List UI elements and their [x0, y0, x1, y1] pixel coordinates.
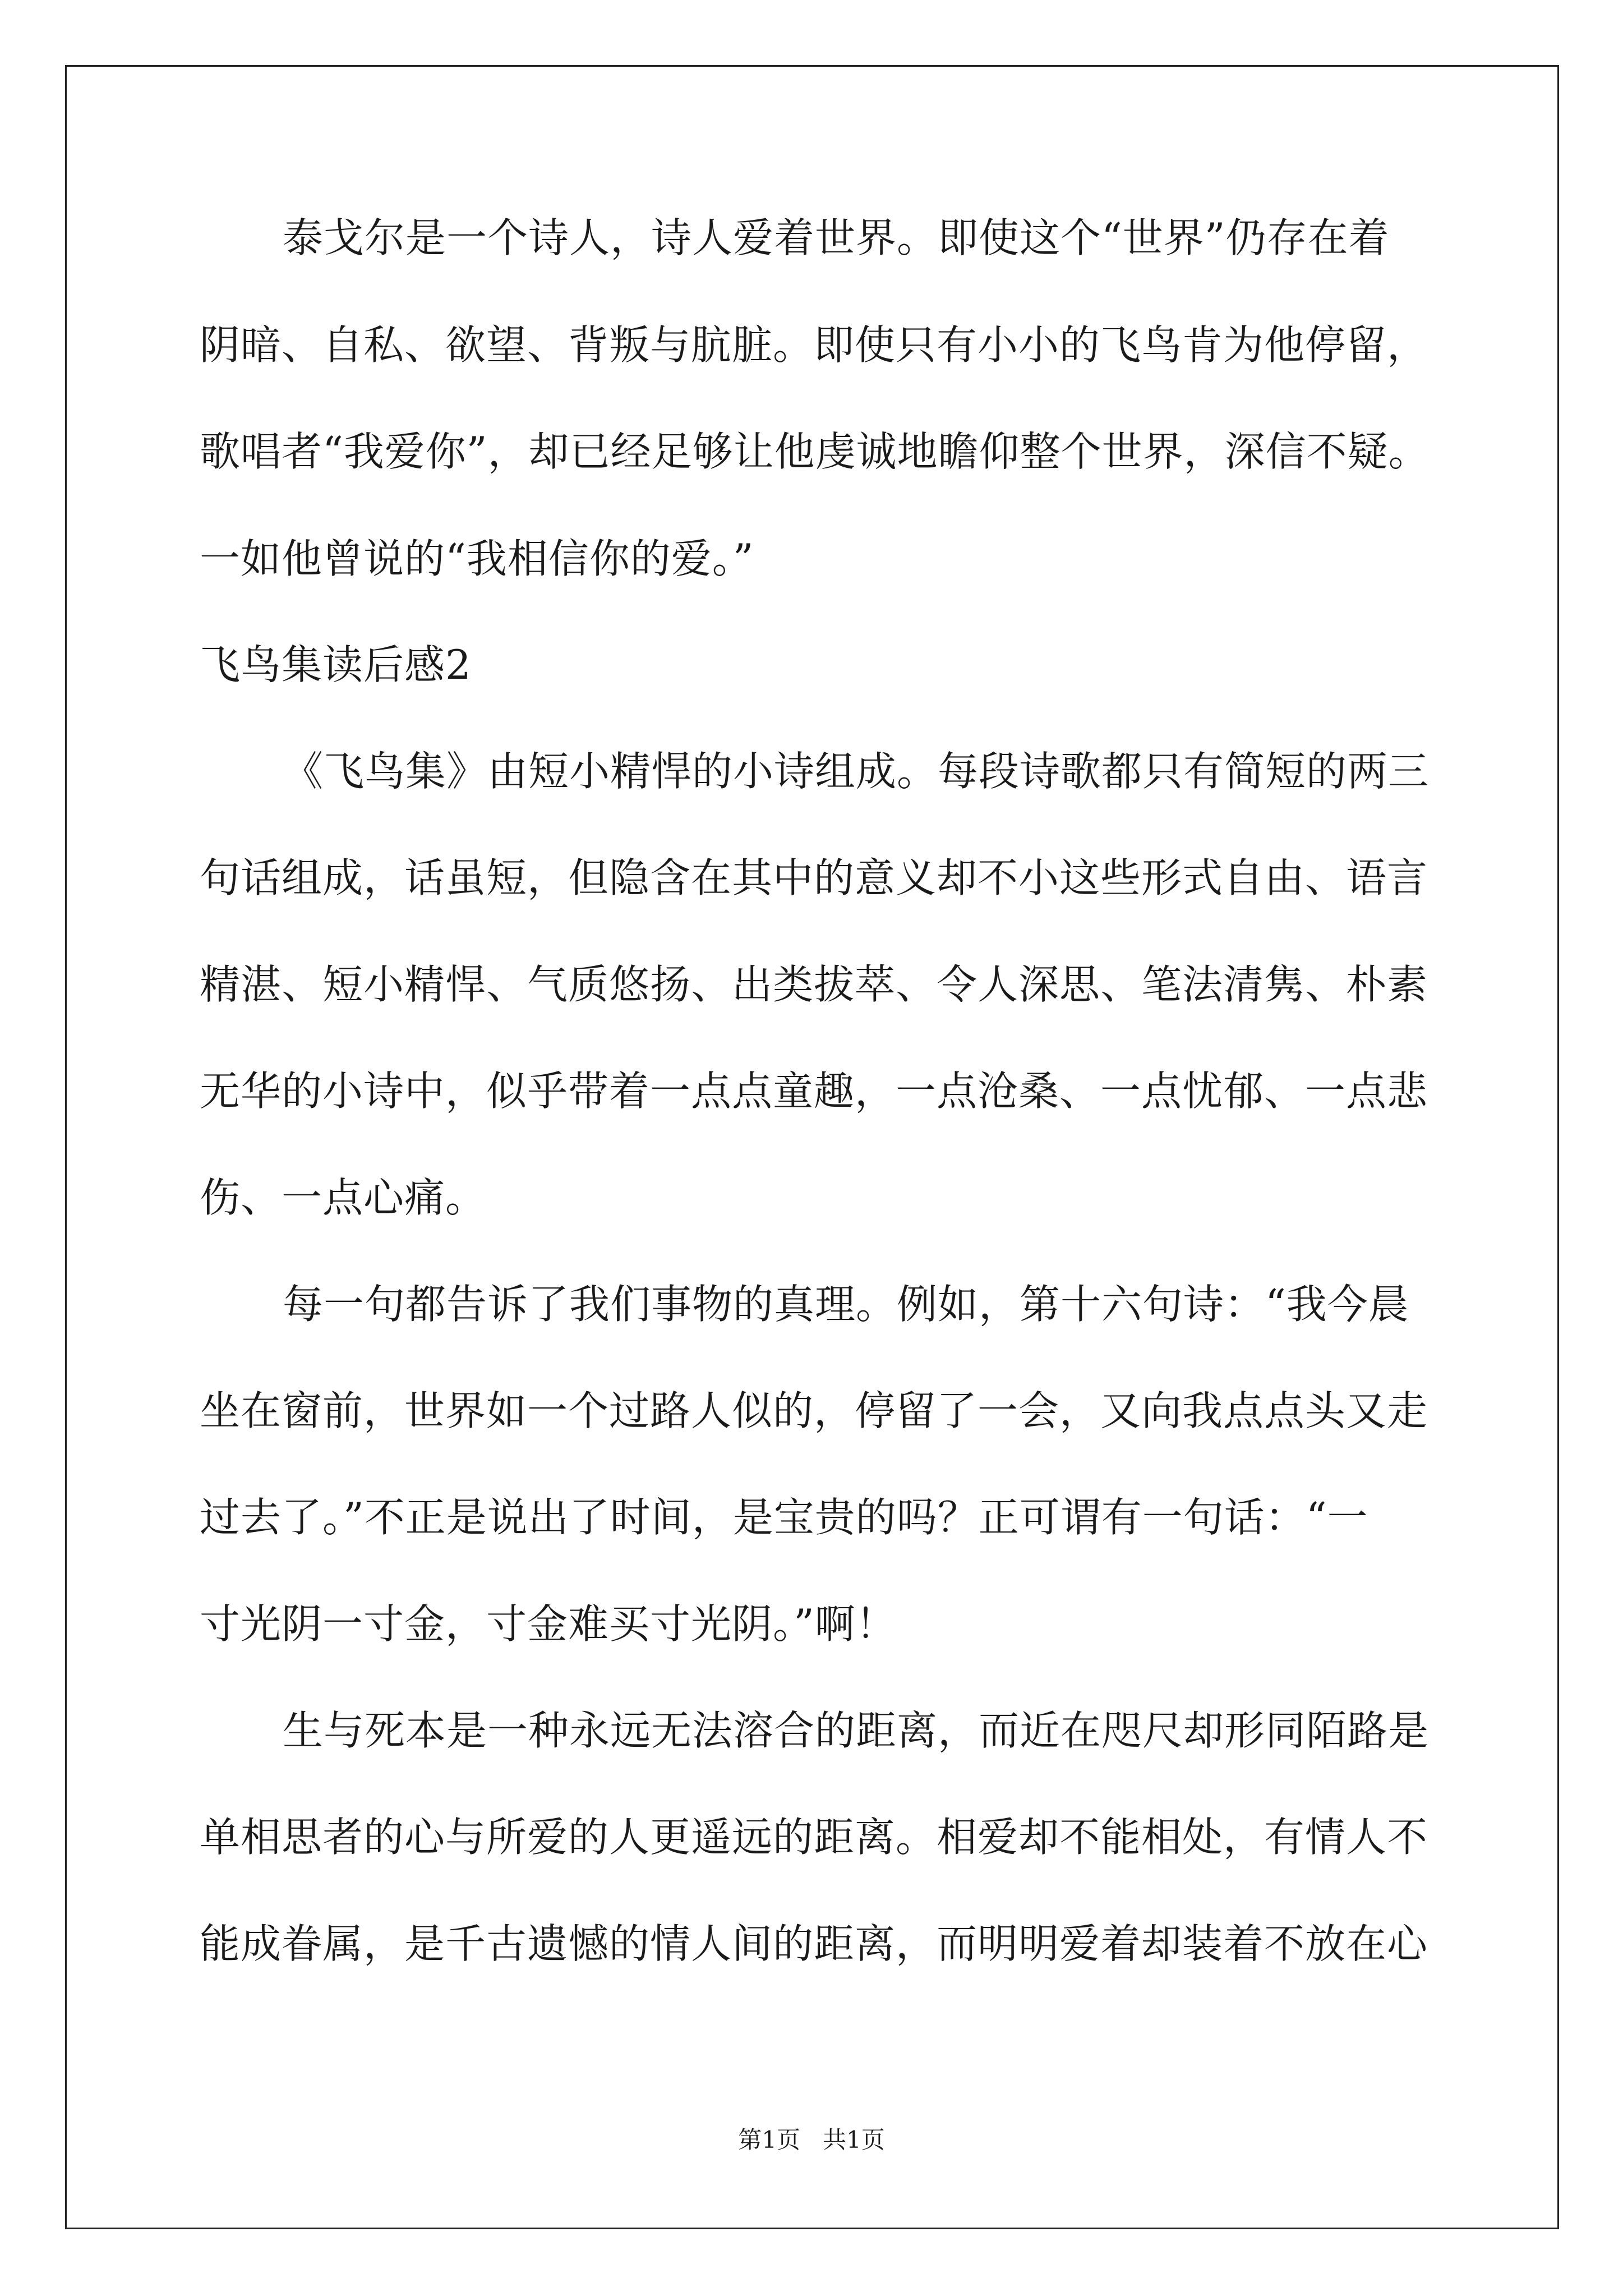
paragraph-3-line-4: 寸光阴一寸金，寸金难买寸光阴。”啊！ [200, 1600, 897, 1648]
paragraph-2-line-1: 《飞鸟集》由短小精悍的小诗组成。每段诗歌都只有简短的两三 [283, 748, 1430, 795]
paragraph-2-line-4: 无华的小诗中，似乎带着一点点童趣，一点沧桑、一点忧郁、一点悲 [200, 1068, 1428, 1115]
page-number-footer: 第1页 共1页 [738, 2126, 885, 2154]
paragraph-3-line-3: 过去了。”不正是说出了时间，是宝贵的吗？正可谓有一句话：“一 [200, 1494, 1368, 1541]
paragraph-3-line-1: 每一句都告诉了我们事物的真理。例如，第十六句诗：“我今晨 [283, 1281, 1409, 1328]
paragraph-4-line-3: 能成眷属，是千古遗憾的情人间的距离，而明明爱着却装着不放在心 [200, 1920, 1428, 1967]
paragraph-1-line-2: 阴暗、自私、欲望、背叛与肮脏。即使只有小小的飞鸟肯为他停留， [200, 321, 1428, 369]
paragraph-1-line-4: 一如他曾说的“我相信你的爱。” [200, 535, 754, 582]
paragraph-1-line-1: 泰戈尔是一个诗人，诗人爱着世界。即使这个“世界”仍存在着 [283, 214, 1390, 261]
page-border [65, 65, 1559, 2229]
paragraph-4-line-1: 生与死本是一种永远无法溶合的距离，而近在咫尺却形同陌路是 [283, 1707, 1430, 1754]
paragraph-3-line-2: 坐在窗前，世界如一个过路人似的，停留了一会，又向我点点头又走 [200, 1387, 1428, 1434]
section-heading: 飞鸟集读后感2 [200, 641, 472, 688]
paragraph-4-line-2: 单相思者的心与所爱的人更遥远的距离。相爱却不能相处，有情人不 [200, 1814, 1428, 1861]
paragraph-1-line-3: 歌唱者“我爱你”，却已经足够让他虔诚地瞻仰整个世界，深信不疑。 [200, 428, 1430, 475]
paragraph-2-line-5: 伤、一点心痛。 [200, 1174, 487, 1221]
paragraph-2-line-2: 句话组成，话虽短，但隐含在其中的意义却不小这些形式自由、语言 [200, 854, 1428, 901]
paragraph-2-line-3: 精湛、短小精悍、气质悠扬、出类拔萃、令人深思、笔法清隽、朴素 [200, 961, 1428, 1008]
